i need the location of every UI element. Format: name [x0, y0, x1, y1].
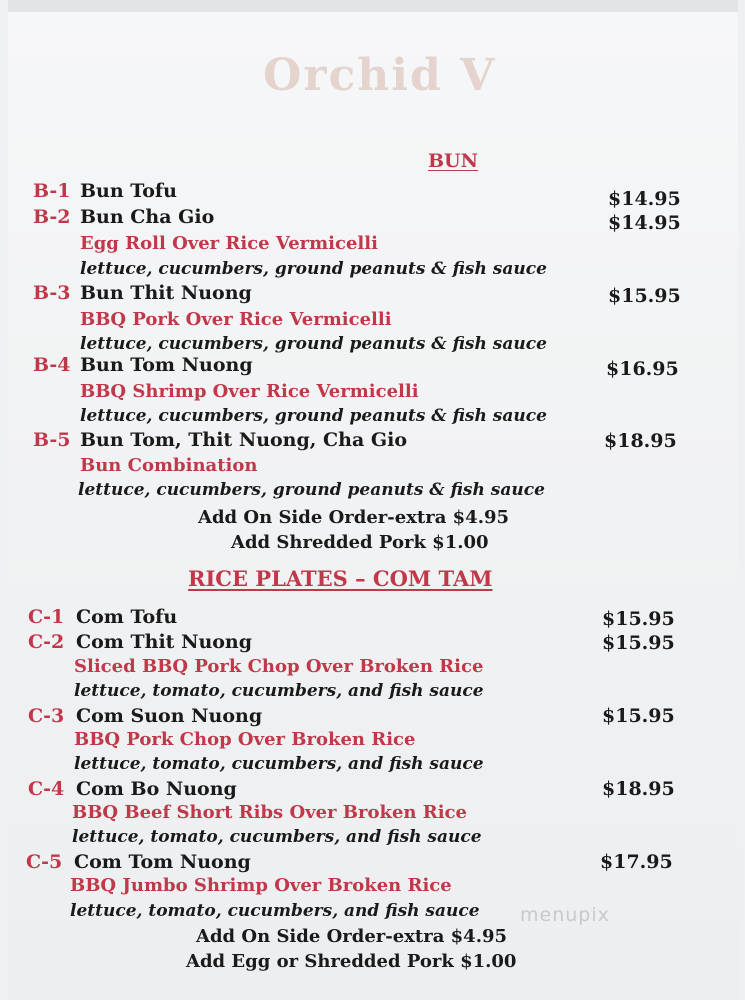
- item-code: B-3: [33, 282, 71, 304]
- section-heading-rice-plates: RICE PLATES – COM TAM: [188, 566, 493, 591]
- item-price: $16.95: [606, 358, 679, 380]
- item-description: lettuce, cucumbers, ground peanuts & fish sauce: [80, 259, 547, 279]
- side-order-note: Add On Side Order-extra $4.95: [196, 926, 508, 947]
- item-description: lettuce, cucumbers, ground peanuts & fish sauce: [80, 406, 547, 426]
- restaurant-logo: Orchid V: [263, 50, 497, 101]
- item-price: $18.95: [602, 778, 675, 800]
- item-price: $15.95: [608, 285, 681, 307]
- item-description: lettuce, tomato, cucumbers, and fish sauce: [70, 901, 480, 921]
- item-code: B-2: [33, 206, 71, 228]
- item-name: Bun Tom Nuong: [80, 354, 253, 376]
- item-subtitle: BBQ Shrimp Over Rice Vermicelli: [80, 381, 419, 402]
- item-subtitle: BBQ Pork Chop Over Broken Rice: [74, 729, 416, 750]
- item-name: Com Tofu: [76, 606, 178, 628]
- item-name: Bun Tom, Thit Nuong, Cha Gio: [80, 429, 407, 451]
- item-name: Bun Tofu: [80, 180, 177, 202]
- item-subtitle: Egg Roll Over Rice Vermicelli: [80, 233, 378, 254]
- item-price: $18.95: [604, 430, 677, 452]
- item-price: $15.95: [602, 632, 675, 654]
- item-description: lettuce, tomato, cucumbers, and fish sauce: [74, 754, 484, 774]
- item-code: C-5: [26, 851, 63, 873]
- item-price: $14.95: [608, 212, 681, 234]
- paper-edge: [8, 0, 738, 12]
- section-heading-bun: BUN: [428, 150, 478, 172]
- menu-page: [8, 0, 738, 1000]
- item-subtitle: Bun Combination: [80, 455, 258, 476]
- item-subtitle: BBQ Pork Over Rice Vermicelli: [80, 309, 392, 330]
- item-code: C-3: [28, 705, 65, 727]
- add-on-note: Add Shredded Pork $1.00: [231, 532, 489, 553]
- item-code: B-5: [33, 429, 71, 451]
- item-subtitle: Sliced BBQ Pork Chop Over Broken Rice: [74, 656, 484, 677]
- item-description: lettuce, cucumbers, ground peanuts & fish sauce: [80, 334, 547, 354]
- item-code: C-1: [28, 606, 65, 628]
- item-name: Com Thit Nuong: [76, 631, 253, 653]
- item-subtitle: BBQ Beef Short Ribs Over Broken Rice: [72, 802, 467, 823]
- item-name: Com Suon Nuong: [76, 705, 263, 727]
- item-name: Bun Cha Gio: [80, 206, 215, 228]
- item-price: $15.95: [602, 608, 675, 630]
- item-price: $14.95: [608, 188, 681, 210]
- item-price: $17.95: [600, 851, 673, 873]
- item-code: B-4: [33, 354, 71, 376]
- item-subtitle: BBQ Jumbo Shrimp Over Broken Rice: [70, 875, 452, 896]
- item-description: lettuce, cucumbers, ground peanuts & fish sauce: [78, 480, 545, 500]
- watermark: menupix: [520, 904, 610, 926]
- item-name: Bun Thit Nuong: [80, 282, 252, 304]
- item-description: lettuce, tomato, cucumbers, and fish sauce: [74, 681, 484, 701]
- item-name: Com Tom Nuong: [74, 851, 251, 873]
- item-code: C-2: [28, 631, 65, 653]
- side-order-note: Add On Side Order-extra $4.95: [198, 507, 510, 528]
- add-on-note: Add Egg or Shredded Pork $1.00: [186, 951, 517, 972]
- item-price: $15.95: [602, 705, 675, 727]
- item-code: C-4: [28, 778, 65, 800]
- item-name: Com Bo Nuong: [76, 778, 237, 800]
- item-description: lettuce, tomato, cucumbers, and fish sauce: [72, 827, 482, 847]
- item-code: B-1: [33, 180, 71, 202]
